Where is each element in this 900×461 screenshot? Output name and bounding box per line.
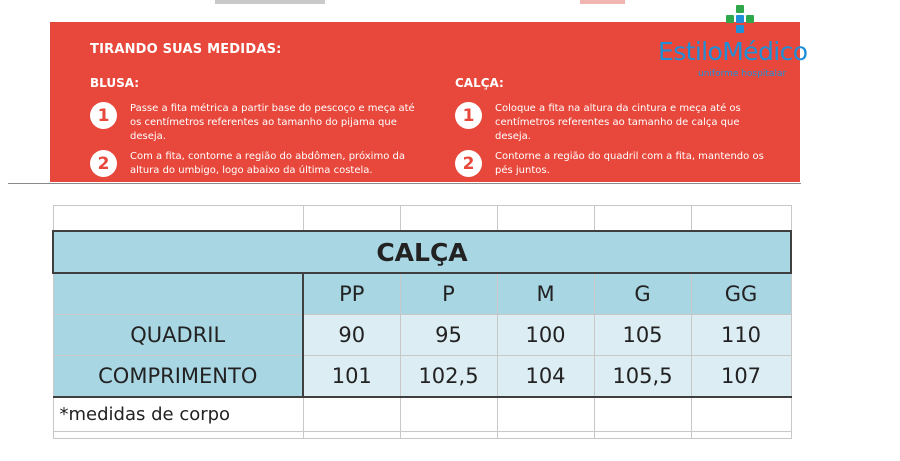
calca-heading: CALÇA: — [455, 76, 504, 90]
table-cell: 101 — [303, 356, 400, 398]
size-header: GG — [691, 273, 791, 315]
size-header: M — [497, 273, 594, 315]
size-header-row — [53, 273, 791, 315]
row-label: QUADRIL — [53, 315, 303, 356]
logo-wordmark: EstiloMédico — [658, 37, 808, 66]
size-header: G — [594, 273, 691, 315]
size-table — [52, 205, 790, 440]
table-cell: 104 — [497, 356, 594, 398]
table-cell: 105,5 — [594, 356, 691, 398]
row-label: COMPRIMENTO — [53, 356, 303, 398]
banner-title: TIRANDO SUAS MEDIDAS: — [90, 42, 282, 57]
step-text: Coloque a fita na altura da cintura e meça até os centímetros referentes ao tamanho de calça que deseja. — [495, 103, 741, 142]
blusa-heading: BLUSA: — [90, 76, 140, 90]
size-header: P — [400, 273, 497, 315]
calca-step-1 — [455, 102, 770, 144]
logo-tagline: uniforme hospitalar — [698, 69, 787, 79]
table-title-row — [53, 231, 791, 273]
step-number-badge: 1 — [455, 102, 482, 129]
step-number-badge: 2 — [90, 150, 117, 177]
body-measurement-note: *medidas de corpo — [53, 397, 303, 432]
step-number-badge: 1 — [90, 102, 117, 129]
table-note-row — [53, 397, 791, 432]
table-cell: 90 — [303, 315, 400, 356]
size-header: PP — [303, 273, 400, 315]
table-top-row — [53, 206, 791, 232]
step-text: Contorne a região do quadril com a fita, mantendo os pés juntos. — [495, 151, 764, 176]
top-edge-fragment — [215, 0, 325, 4]
blusa-step-2 — [90, 150, 425, 178]
table-cell: 105 — [594, 315, 691, 356]
table-cell: 100 — [497, 315, 594, 356]
top-edge-fragment — [580, 0, 625, 4]
size-header-blank — [53, 273, 303, 315]
table-row-quadril — [53, 315, 791, 356]
medical-cross-icon — [726, 5, 754, 41]
table-cell: 107 — [691, 356, 791, 398]
table-bottom-row — [53, 432, 791, 439]
table-title: CALÇA — [53, 231, 791, 273]
table-cell: 102,5 — [400, 356, 497, 398]
section-divider — [8, 183, 801, 184]
calca-step-2 — [455, 150, 770, 178]
table-cell: 95 — [400, 315, 497, 356]
step-number-badge: 2 — [455, 150, 482, 177]
step-text: Passe a fita métrica a partir base do pescoço e meça até os centímetros referentes ao tamanho do pijama que deseja. — [130, 103, 415, 142]
blusa-step-1 — [90, 102, 425, 144]
table-row-comprimento — [53, 356, 791, 398]
estilo-medico-logo — [658, 5, 833, 80]
table-cell: 110 — [691, 315, 791, 356]
step-text: Com a fita, contorne a região do abdômen, próximo da altura do umbigo, logo abaixo da última costela. — [130, 151, 405, 176]
